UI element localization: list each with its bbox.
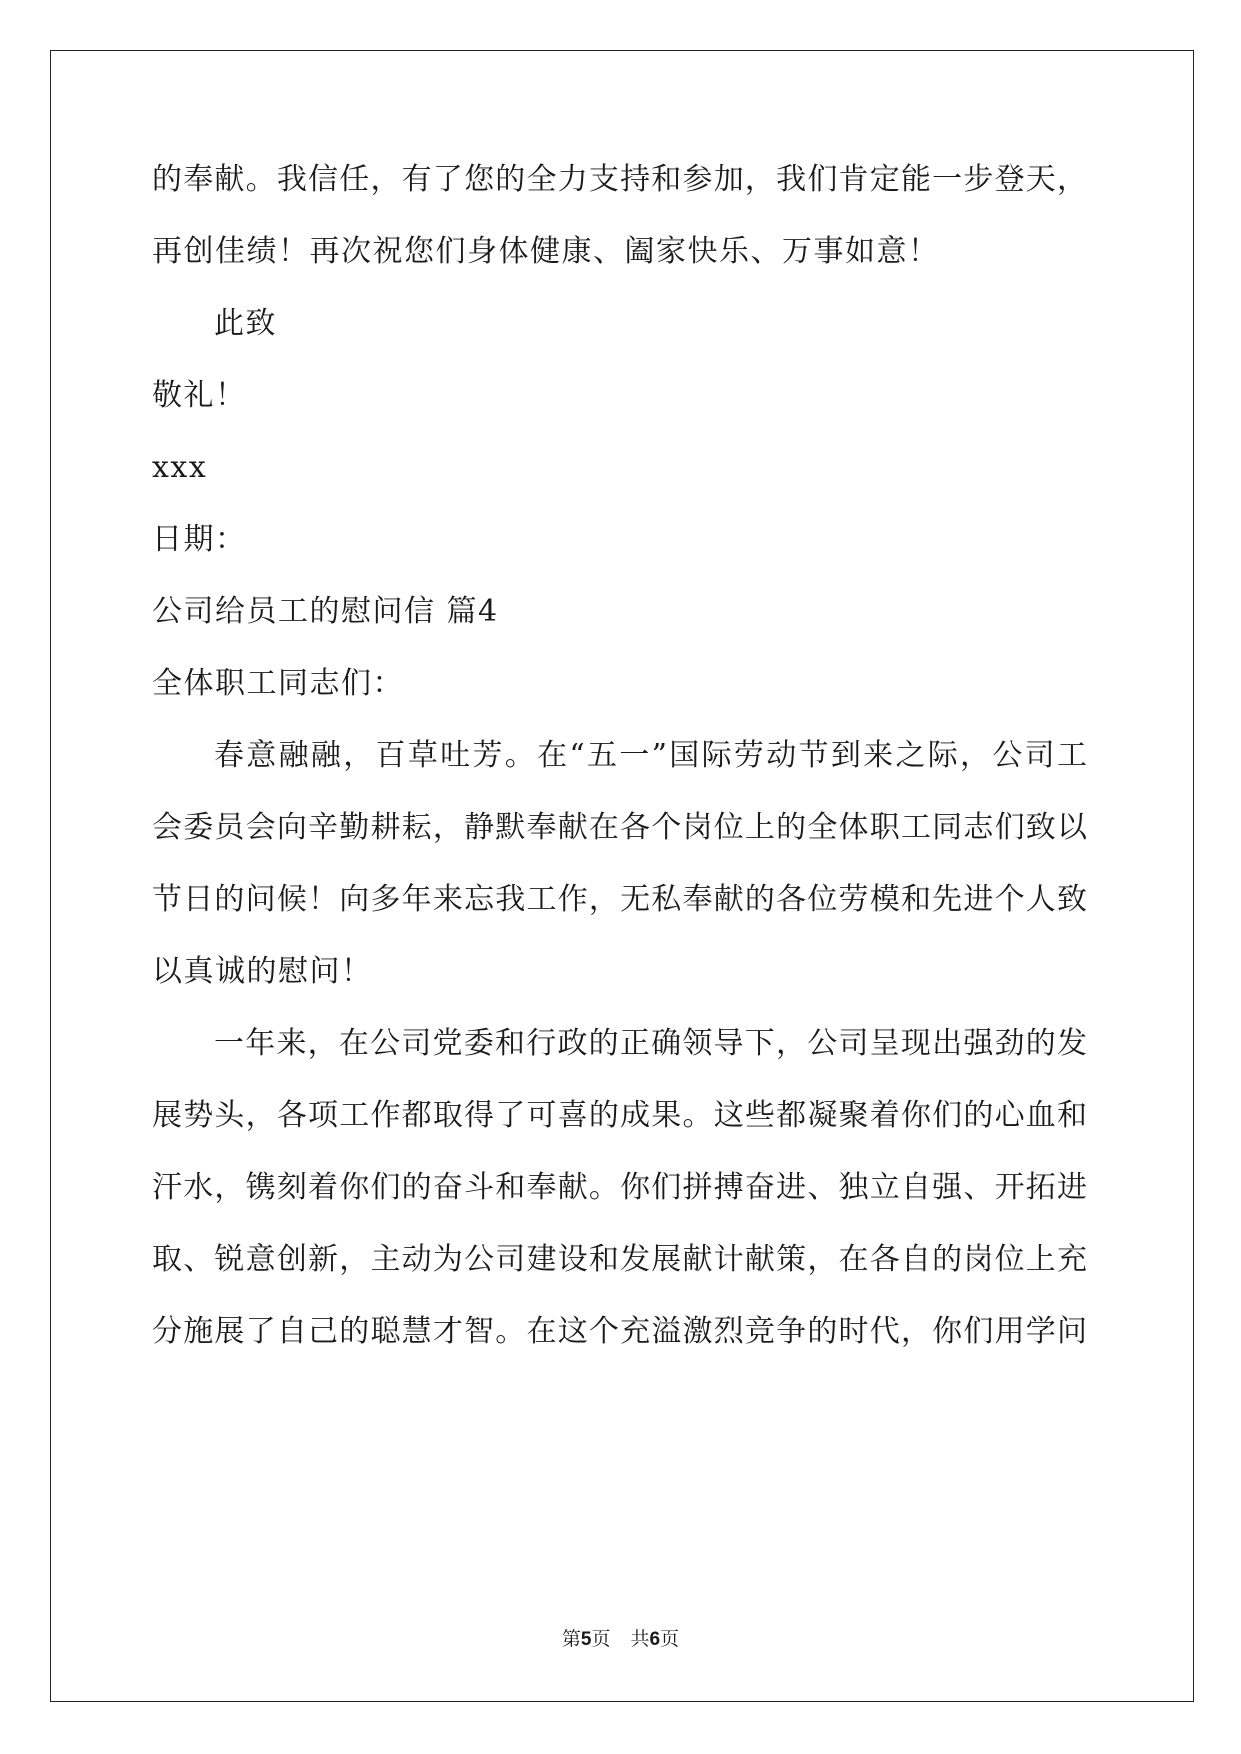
footer-page-number: 5 (580, 1629, 592, 1650)
footer-total-prefix: 共 (630, 1628, 650, 1650)
greeting: 全体职工同志们： (152, 666, 404, 701)
date-label: 日期： (152, 522, 247, 557)
section-title: 公司给员工的慰问信 篇4 (152, 594, 499, 629)
body-line: 节日的问候！向多年来忘我工作，无私奉献的各位劳模和先进个人致 (152, 882, 1087, 917)
closing-respect: 敬礼！ (152, 378, 247, 413)
body-line: 取、锐意创新，主动为公司建设和发展献计献策，在各自的岗位上充 (152, 1242, 1087, 1277)
body-line: 分施展了自己的聪慧才智。在这个充溢激烈竞争的时代，你们用学问 (152, 1314, 1087, 1349)
body-line: 春意融融，百草吐芳。在“五一”国际劳动节到来之际，公司工 (214, 738, 1087, 773)
body-line: 汗水，镌刻着你们的奋斗和奉献。你们拼搏奋进、独立自强、开拓进 (152, 1170, 1087, 1205)
body-line: 的奉献。我信任，有了您的全力支持和参加，我们肯定能一步登天， (152, 162, 1087, 197)
closing-salutation: 此致 (214, 306, 277, 341)
page-border (50, 50, 1194, 1702)
page-footer (0, 1627, 1241, 1652)
body-line: 再创佳绩！再次祝您们身体健康、阖家快乐、万事如意！ (152, 234, 940, 269)
body-line: 展势头，各项工作都取得了可喜的成果。这些都凝聚着你们的心血和 (152, 1098, 1087, 1133)
footer-total-pages: 6 (649, 1629, 661, 1650)
footer-total-suffix: 页 (660, 1628, 680, 1650)
footer-page-suffix: 页 (591, 1628, 611, 1650)
footer-page-prefix: 第 (561, 1628, 581, 1650)
body-line: 以真诚的慰问！ (152, 954, 373, 989)
body-line: 一年来，在公司党委和行政的正确领导下，公司呈现出强劲的发 (214, 1026, 1087, 1061)
body-line: 会委员会向辛勤耕耘，静默奉献在各个岗位上的全体职工同志们致以 (152, 810, 1087, 845)
signature: xxx (152, 450, 208, 485)
